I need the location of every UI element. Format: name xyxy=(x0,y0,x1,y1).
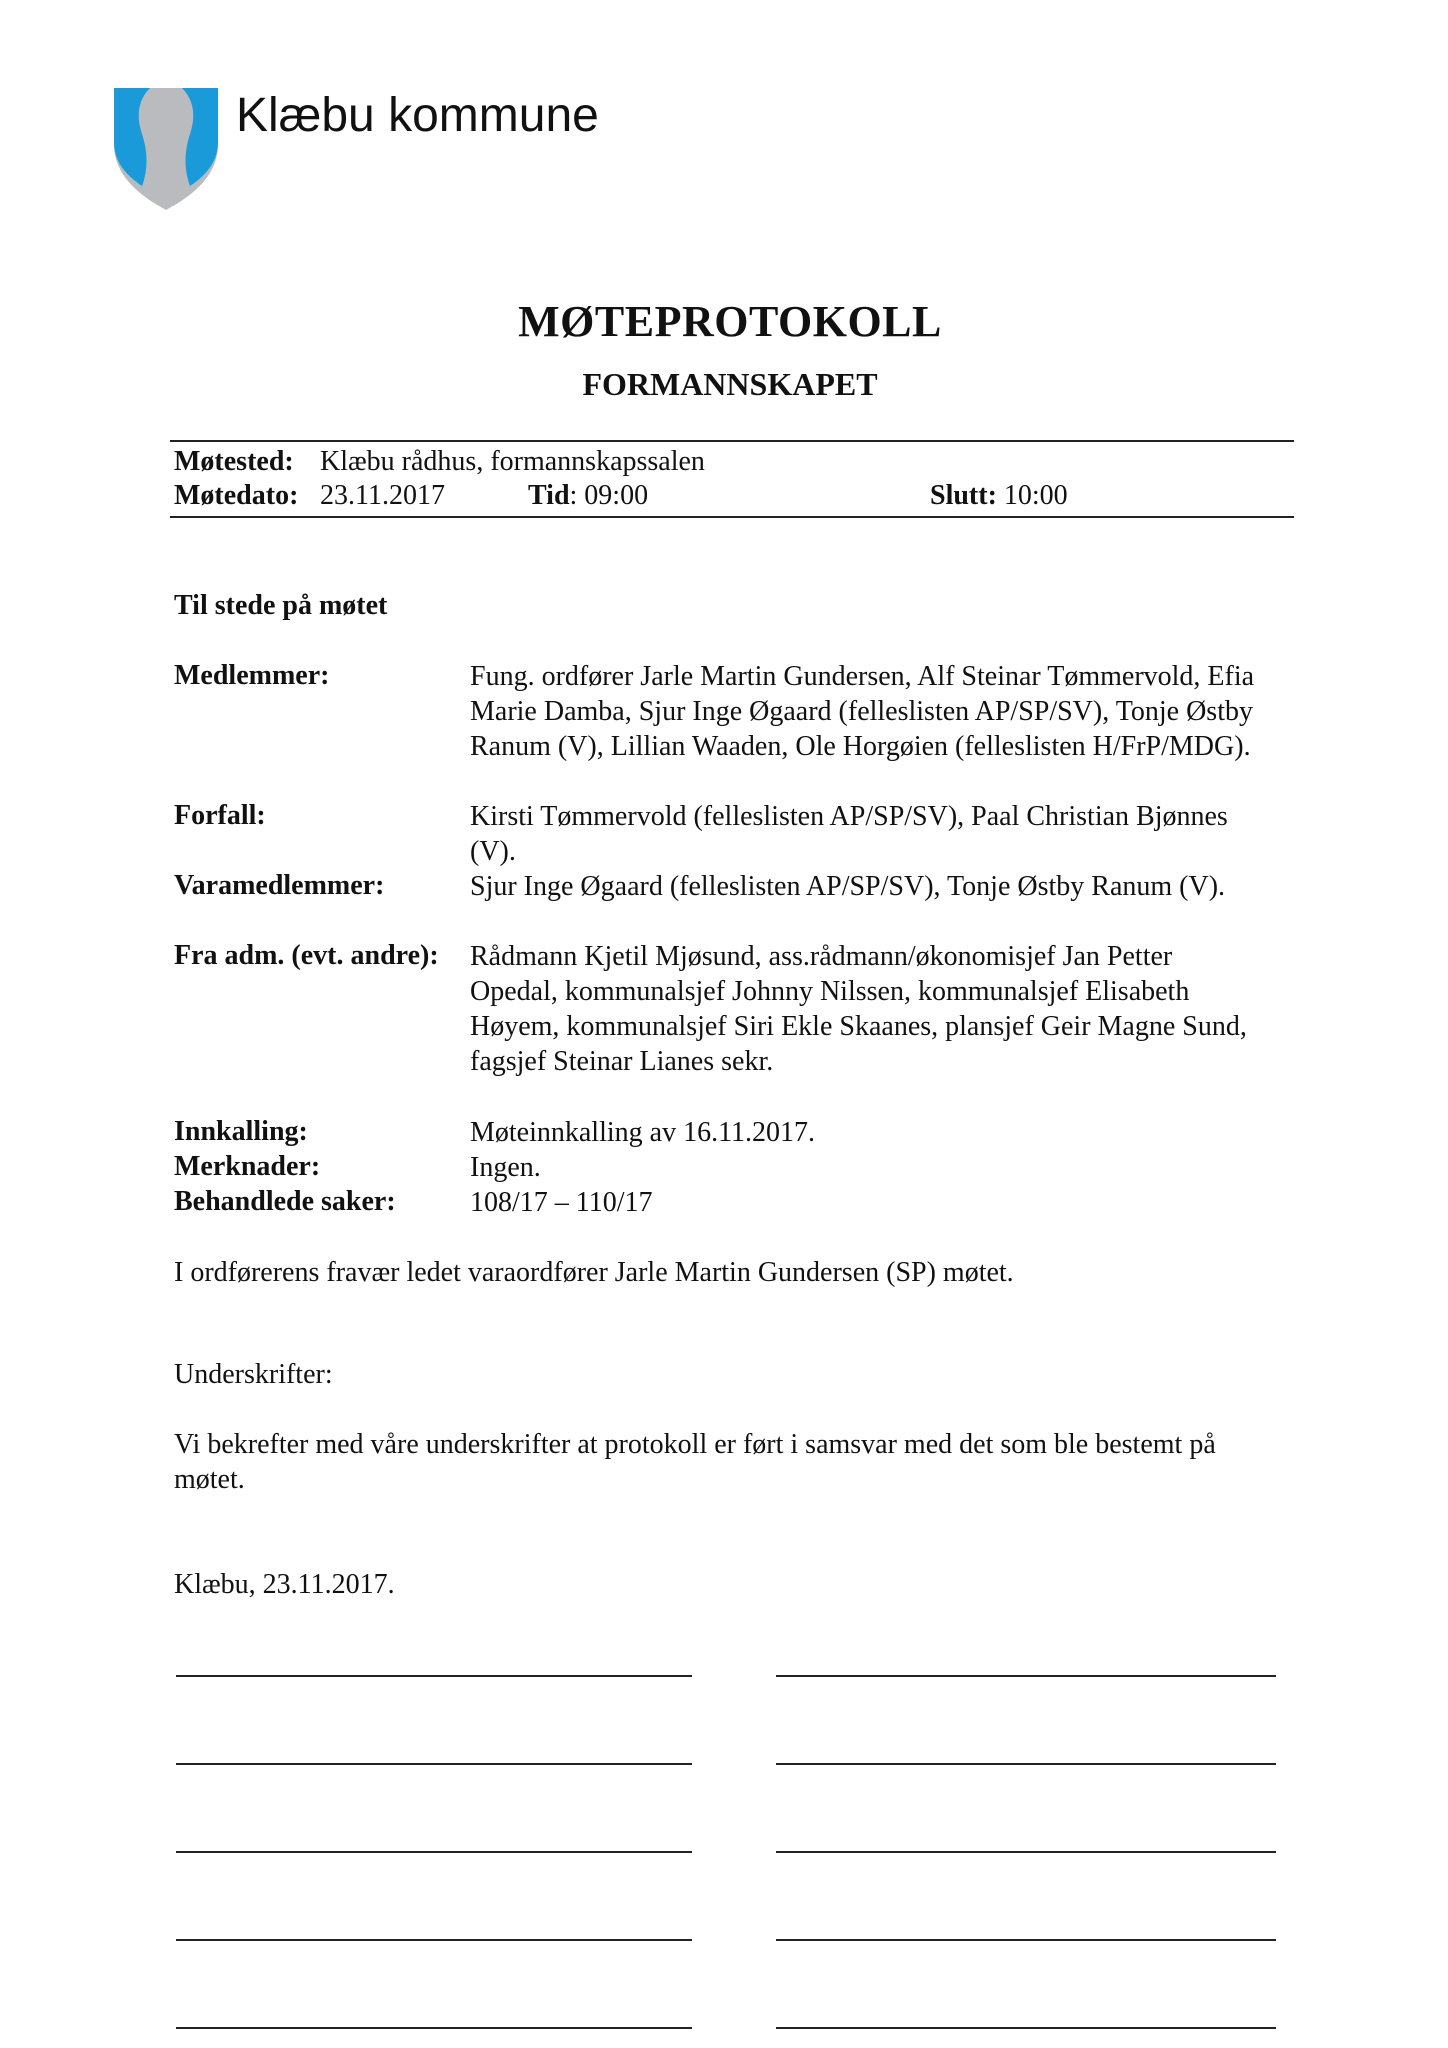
remarks-label: Merknader: xyxy=(174,1151,321,1182)
members-line: Marie Damba, Sjur Inge Øgaard (felleslisten AP/SP/SV), Tonje Østby xyxy=(470,696,1253,727)
meeting-date: 23.11.2017 xyxy=(320,480,445,511)
meeting-place: Klæbu rådhus, formannskapssalen xyxy=(320,446,705,477)
members-line: Fung. ordfører Jarle Martin Gundersen, Alf Steinar Tømmervold, Efia xyxy=(470,661,1255,692)
signature-line xyxy=(776,1851,1276,1853)
document-subtitle: FORMANNSKAPET xyxy=(582,366,878,402)
members-label: Medlemmer: xyxy=(174,660,330,691)
meeting-end-label: Slutt: xyxy=(930,480,997,511)
meeting-time-label: Tid xyxy=(528,480,570,511)
absent-list xyxy=(470,799,1300,869)
signature-line xyxy=(776,1763,1276,1765)
signature-line xyxy=(776,1939,1276,1941)
cases-value: 108/17 – 110/17 xyxy=(470,1187,653,1218)
signature-line xyxy=(176,1763,692,1765)
signature-line xyxy=(176,1851,692,1853)
admin-list xyxy=(470,939,1300,1079)
document-title: MØTEPROTOKOLL xyxy=(518,297,942,346)
meeting-time xyxy=(528,480,648,512)
klaebu-coat-of-arms-icon xyxy=(112,86,220,212)
signature-line xyxy=(776,2027,1276,2029)
meeting-place-label: Møtested: xyxy=(174,446,294,477)
signature-line xyxy=(776,1675,1276,1677)
divider-bottom xyxy=(170,516,1294,518)
org-name: Klæbu kommune xyxy=(236,89,599,142)
admin-line: Opedal, kommunalsjef Johnny Nilssen, kommunalsjef Elisabeth xyxy=(470,976,1190,1007)
statement-line: Vi bekrefter med våre underskrifter at protokoll er ført i samsvar med det som ble bestemt på xyxy=(174,1429,1216,1460)
admin-line: Rådmann Kjetil Mjøsund, ass.rådmann/økonomisjef Jan Petter xyxy=(470,941,1173,972)
admin-line: fagsjef Steinar Lianes sekr. xyxy=(470,1046,774,1077)
admin-label: Fra adm. (evt. andre): xyxy=(174,940,439,971)
meeting-date-label: Møtedato: xyxy=(174,480,299,511)
statement-line: møtet. xyxy=(174,1464,245,1495)
meeting-date-row xyxy=(174,480,298,512)
meeting-time-value: : 09:00 xyxy=(569,480,649,511)
meeting-end-value: 10:00 xyxy=(1003,480,1068,511)
signature-line xyxy=(176,1675,692,1677)
cases-label: Behandlede saker: xyxy=(174,1186,396,1217)
signatures-heading: Underskrifter: xyxy=(174,1359,333,1390)
members-list xyxy=(470,659,1300,764)
notice-label: Innkalling: xyxy=(174,1116,308,1147)
substitutes-list: Sjur Inge Øgaard (felleslisten AP/SP/SV), Tonje Østby Ranum (V). xyxy=(470,871,1226,902)
admin-line: Høyem, kommunalsjef Siri Ekle Skaanes, plansjef Geir Magne Sund, xyxy=(470,1011,1247,1042)
place-date: Klæbu, 23.11.2017. xyxy=(174,1569,395,1600)
divider-top xyxy=(170,440,1294,442)
notice-value: Møteinnkalling av 16.11.2017. xyxy=(470,1117,816,1148)
signature-line xyxy=(176,1939,692,1941)
attendance-heading: Til stede på møtet xyxy=(174,590,388,621)
signature-line xyxy=(176,2027,692,2029)
members-line: Ranum (V), Lillian Waaden, Ole Horgøien (felleslisten H/FrP/MDG). xyxy=(470,731,1251,762)
signatures-statement xyxy=(174,1427,1304,1497)
meeting-place-row xyxy=(174,446,294,478)
meeting-end xyxy=(930,480,1068,512)
absent-line: (V). xyxy=(470,836,516,867)
absent-label: Forfall: xyxy=(174,800,266,831)
chair-note: I ordførerens fravær ledet varaordfører Jarle Martin Gundersen (SP) møtet. xyxy=(174,1257,1014,1288)
remarks-value: Ingen. xyxy=(470,1152,541,1183)
absent-line: Kirsti Tømmervold (felleslisten AP/SP/SV), Paal Christian Bjønnes xyxy=(470,801,1228,832)
substitutes-label: Varamedlemmer: xyxy=(174,870,385,901)
